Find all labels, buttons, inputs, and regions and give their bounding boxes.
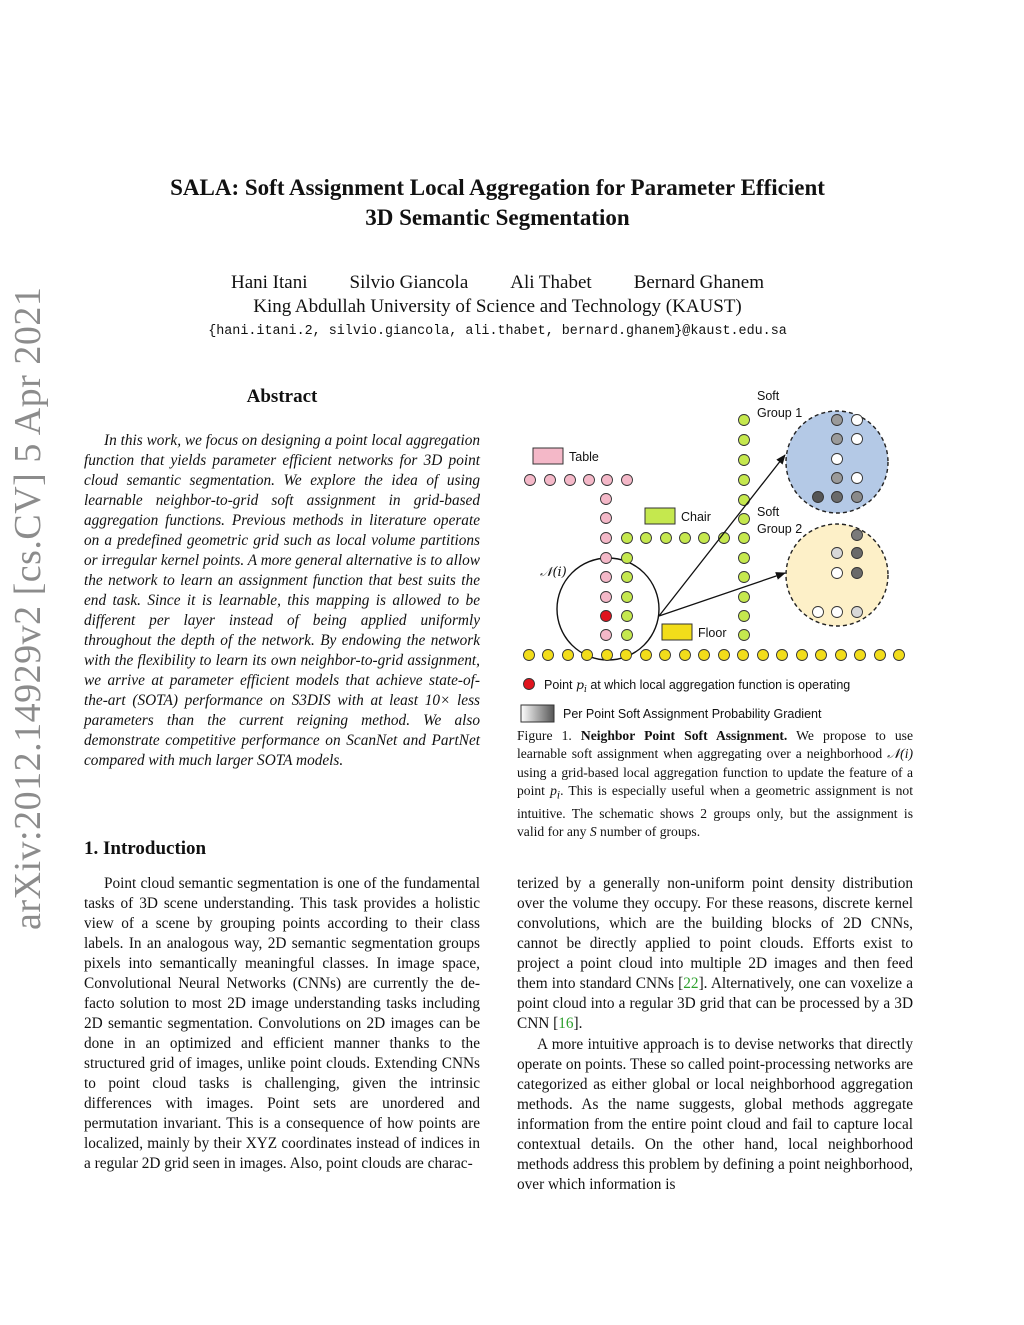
floor-point: [738, 650, 749, 661]
table-point: [584, 475, 595, 486]
table-point: [601, 553, 612, 564]
chair-point: [739, 435, 750, 446]
group-point: [852, 530, 863, 541]
chair-point: [622, 630, 633, 641]
group-point: [852, 607, 863, 618]
body-text: ]. Alternatively, one can voxelize a point cloud into a regular 3D grid that can be processed by a 3D CNN [: [517, 975, 913, 1032]
soft-group-1-label: Group 1: [757, 406, 803, 420]
table-swatch: [533, 448, 563, 464]
floor-point: [758, 650, 769, 661]
author-name: Bernard Ghanem: [633, 272, 764, 293]
chair-point: [622, 611, 633, 622]
legend-query-point: [524, 679, 535, 690]
caption-math: S: [589, 824, 597, 840]
chair-point: [739, 475, 750, 486]
table-points: [525, 475, 633, 641]
floor-point: [680, 650, 691, 661]
chair-point: [739, 611, 750, 622]
soft-assignment-diagram: [512, 385, 922, 730]
floor-point: [660, 650, 671, 661]
author-name: Silvio Giancola: [349, 272, 469, 293]
table-point: [601, 592, 612, 603]
soft-group-2-label: Soft: [757, 505, 780, 519]
caption-prefix: Figure 1.: [517, 728, 581, 743]
group-point: [832, 454, 843, 465]
citation-link[interactable]: 22: [683, 975, 699, 992]
table-point: [565, 475, 576, 486]
chair-point: [641, 533, 652, 544]
chair-point: [739, 415, 750, 426]
group-point: [852, 415, 863, 426]
author-emails: {hani.itani.2, silvio.giancola, ali.thabet, bernard.ghanem}@kaust.edu.sa: [208, 324, 787, 339]
floor-point: [894, 650, 905, 661]
introduction-paragraph-2: A more intuitive approach is to devise networks that directly operate on points. These so called point-processing networks are categorized as either global or local neighborhood aggregation methods. As the name suggests, global methods aggregate information from the entire point cloud and fail to capture local contextual details. On the other hand, local neighborhood methods address this problem by defining a point neighborhood, over which information is: [517, 1036, 913, 1193]
chair-swatch: [645, 508, 675, 524]
group-point: [852, 473, 863, 484]
legend-query-label: Point $p_i$ at which local aggregation function is operating: [544, 677, 851, 695]
floor-point: [855, 650, 866, 661]
soft-group-1-label: Soft: [757, 389, 780, 403]
table-point: [601, 494, 612, 505]
group-point: [852, 548, 863, 559]
neighborhood-label: 𝒩(i): [540, 565, 567, 580]
legend-gradient-bar: [521, 705, 554, 722]
chair-point: [661, 533, 672, 544]
group-point: [832, 415, 843, 426]
caption-text: We propose to use learnable soft assignment when aggregating over a neighborhood: [517, 728, 913, 762]
caption-math: 𝒩(i): [887, 746, 913, 762]
table-point: [601, 533, 612, 544]
group-point: [813, 607, 824, 618]
paper-title: [100, 173, 895, 233]
caption-text: using a grid-based local aggregation function to update the feature of a point: [517, 764, 913, 798]
group-point: [852, 434, 863, 445]
author-name: Hani Itani: [231, 272, 308, 293]
chair-point: [739, 572, 750, 583]
table-point: [601, 572, 612, 583]
floor-point: [797, 650, 808, 661]
body-text: ].: [573, 1015, 583, 1032]
floor-point: [563, 650, 574, 661]
chair-point: [739, 455, 750, 466]
floor-swatch: [662, 624, 692, 640]
chair-point: [699, 533, 710, 544]
floor-label: Floor: [698, 626, 727, 640]
arxiv-identifier-stamp: arXiv:2012.14929v2 [cs.CV] 5 Apr 2021: [7, 286, 49, 930]
body-text: terized by a generally non-uniform point density distribution over the volume they occupy. For these reasons, discrete kernel convolutions, which are the building blocks of 2D CNNs, cannot be directly applied to point clouds. Efforts exist to project a point cloud into multiple 2D images and then feed them into standard CNNs [: [517, 875, 913, 992]
chair-point: [739, 514, 750, 525]
figure-1-caption: [517, 727, 913, 842]
group-point: [832, 492, 843, 503]
affiliation: King Abdullah University of Science and Technology (KAUST): [253, 296, 742, 317]
chair-label: Chair: [681, 510, 711, 524]
floor-point: [816, 650, 827, 661]
title-line-2: 3D Semantic Segmentation: [365, 205, 630, 230]
arrow-to-group-2: [659, 573, 785, 616]
chair-point: [739, 495, 750, 506]
table-point: [601, 630, 612, 641]
caption-math: i: [556, 789, 561, 802]
caption-text: number of groups.: [596, 824, 701, 840]
table-point: [525, 475, 536, 486]
caption-title: Neighbor Point Soft Assignment.: [580, 728, 788, 743]
chair-point: [680, 533, 691, 544]
chair-point: [739, 630, 750, 641]
floor-point: [621, 650, 632, 661]
floor-point: [543, 650, 554, 661]
section-heading-introduction: 1. Introduction: [84, 838, 207, 859]
floor-point: [719, 650, 730, 661]
introduction-paragraph-1-continued: [517, 874, 913, 1034]
floor-point: [699, 650, 710, 661]
query-point: [601, 611, 612, 622]
chair-point: [739, 533, 750, 544]
legend-gradient-label: Per Point Soft Assignment Probability Gradient: [563, 707, 822, 721]
caption-text: . This is especially useful when a geometric assignment is not intuitive. The schematic shows 2 groups only, but the assignment is valid for any: [517, 782, 914, 840]
group-point: [832, 434, 843, 445]
introduction-paragraph-1: Point cloud semantic segmentation is one of the fundamental tasks of 3D scene understanding. This task provides a holistic view of a scene by grouping points according to their class labels. In an analogous way, 2D semantic segmentation groups pixels into semantically meaningful classes. In image space, Convolutional Neural Networks (CNNs) are currently the de-facto solution to most 2D image understanding tasks including 2D semantic segmentation. Convolutions on 2D images can be done in an optimized and efficient manner thanks to the structured grid of images, unlike point clouds. Extending CNNs to point cloud tasks is challenging, given the intrinsic differences with images. Point sets are unordered and permutation invariant. This is a consequence of how points are localized, mainly by their XYZ coordinates instead of indices in a regular 2D grid seen in images. Also, point clouds are charac-: [84, 875, 480, 1172]
floor-point: [875, 650, 886, 661]
table-point: [545, 475, 556, 486]
chair-point: [622, 533, 633, 544]
author-list: [100, 271, 895, 295]
group-point: [832, 548, 843, 559]
chair-point: [622, 592, 633, 603]
group-point: [813, 492, 824, 503]
floor-point: [836, 650, 847, 661]
chair-point: [622, 572, 633, 583]
group-point: [832, 607, 843, 618]
table-point: [622, 475, 633, 486]
chair-point: [739, 592, 750, 603]
abstract-heading: Abstract: [246, 386, 318, 407]
group-point: [832, 473, 843, 484]
floor-point: [602, 650, 613, 661]
table-point: [601, 513, 612, 524]
floor-point: [582, 650, 593, 661]
soft-group-2-label: Group 2: [757, 522, 803, 536]
group-point: [852, 568, 863, 579]
floor-point: [524, 650, 535, 661]
floor-point: [641, 650, 652, 661]
caption-math: p: [550, 782, 557, 798]
floor-point: [777, 650, 788, 661]
table-point: [602, 475, 613, 486]
citation-link[interactable]: 16: [558, 1015, 574, 1032]
author-name: Ali Thabet: [510, 272, 592, 293]
abstract-text: In this work, we focus on designing a point local aggregation function that yields parameter efficient networks for 3D point cloud semantic segmentation. We explore the idea of using learnable neighbor-to-grid soft assignment in grid-based aggregation functions. Previous methods in literature operate on a predefined geometric grid such as local volume partitions or irregular kernel points. A more general alternative is to allow the network to learn an assignment function that best suits the end task. Since it is learnable, this mapping is allowed to be different per layer instead of being applied uniformly throughout the depth of the network. By endowing the network with the flexibility to learn its own neighbor-to-grid assignment, we arrive at parameter efficient models that achieve state-of-the-art (SOTA) performance on S3DIS with at least 10× less parameters than the current reigning method. We also demonstrate competitive performance on ScanNet and PartNet compared with much larger SOTA models.: [84, 432, 480, 769]
floor-points: [524, 650, 905, 661]
table-label: Table: [569, 450, 599, 464]
group-point: [852, 492, 863, 503]
chair-point: [622, 553, 633, 564]
title-line-1: SALA: Soft Assignment Local Aggregation for Parameter Efficient: [170, 175, 825, 200]
group-point: [832, 568, 843, 579]
figure-1-schematic: [512, 385, 922, 730]
chair-point: [739, 553, 750, 564]
